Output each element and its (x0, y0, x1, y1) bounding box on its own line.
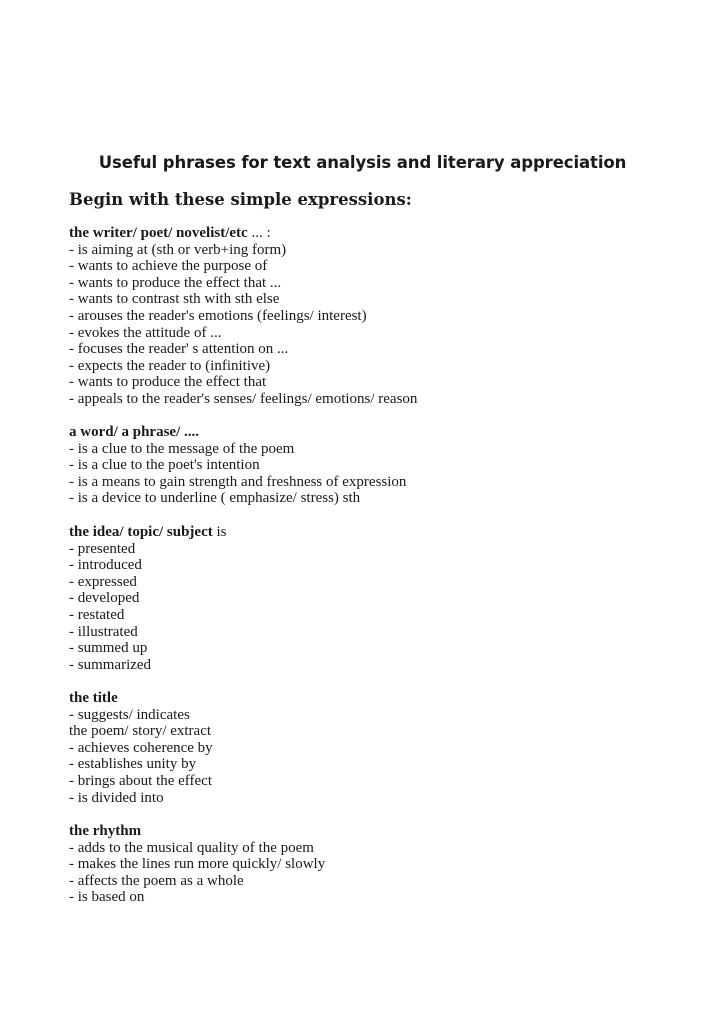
list-item: - is a device to underline ( emphasize/ stress) sth (69, 490, 361, 507)
section-heading (69, 823, 325, 840)
list-item: - illustrated (69, 623, 138, 640)
section-heading (69, 690, 213, 707)
list-item: - expects the reader to (infinitive) (69, 357, 271, 374)
section-heading (69, 524, 227, 541)
list-item: - suggests/ indicates (69, 706, 190, 723)
list-item: - expressed (69, 573, 137, 590)
section-heading-rest: is (212, 524, 227, 540)
list-item: - introduced (69, 557, 142, 574)
list-item: - is a clue to the message of the poem (69, 440, 295, 457)
list-item: - establishes unity by (69, 756, 197, 773)
section-heading-bold: the writer/ poet/ novelist/etc (69, 225, 248, 241)
page-title: Useful phrases for text analysis and literary appreciation (98, 153, 627, 172)
list-item: - is a clue to the poet's intention (69, 457, 260, 474)
list-item: - presented (69, 540, 136, 557)
list-item: - is a means to gain strength and freshness of expression (69, 473, 407, 490)
list-item: - affects the poem as a whole (69, 872, 244, 889)
list-item: - wants to achieve the purpose of (69, 258, 268, 275)
section-idea (69, 524, 227, 673)
section-heading-bold: the title (69, 690, 118, 706)
section-heading-bold: the rhythm (69, 823, 142, 839)
list-item: - makes the lines run more quickly/ slowly (69, 856, 326, 873)
section-heading-bold: the idea/ topic/ subject (69, 524, 213, 540)
list-item: - arouses the reader's emotions (feelings/ interest) (69, 307, 367, 324)
list-item: - wants to contrast sth with sth else (69, 291, 280, 308)
section-title (69, 690, 213, 806)
list-item: - evokes the attitude of ... (69, 324, 222, 341)
list-item: - wants to produce the effect that ... (69, 274, 282, 291)
section-rhythm (69, 823, 325, 906)
list-item: - achieves coherence by (69, 739, 213, 756)
list-item: - restated (69, 606, 125, 623)
list-item: - focuses the reader' s attention on ... (69, 341, 289, 358)
list-item: - summarized (69, 656, 152, 673)
list-item: - summed up (69, 640, 148, 657)
section-heading (69, 225, 417, 242)
section-heading-bold: a word/ a phrase/ .... (69, 424, 200, 440)
list-item: - brings about the effect (69, 772, 213, 789)
section-word-phrase (69, 424, 406, 507)
list-item: - is based on (69, 889, 145, 906)
list-item: - developed (69, 590, 140, 607)
section-writer (69, 225, 417, 408)
list-item: - appeals to the reader's senses/ feelings/ emotions/ reason (69, 390, 418, 407)
page-subtitle: Begin with these simple expressions: (69, 190, 412, 209)
section-heading (69, 424, 406, 441)
list-item: the poem/ story/ extract (69, 723, 212, 740)
list-item: - is aiming at (sth or verb+ing form) (69, 241, 287, 258)
list-item: - adds to the musical quality of the poem (69, 839, 314, 856)
list-item: - is divided into (69, 789, 164, 806)
list-item: - wants to produce the effect that (69, 374, 267, 391)
section-heading-rest: ... : (247, 225, 271, 241)
